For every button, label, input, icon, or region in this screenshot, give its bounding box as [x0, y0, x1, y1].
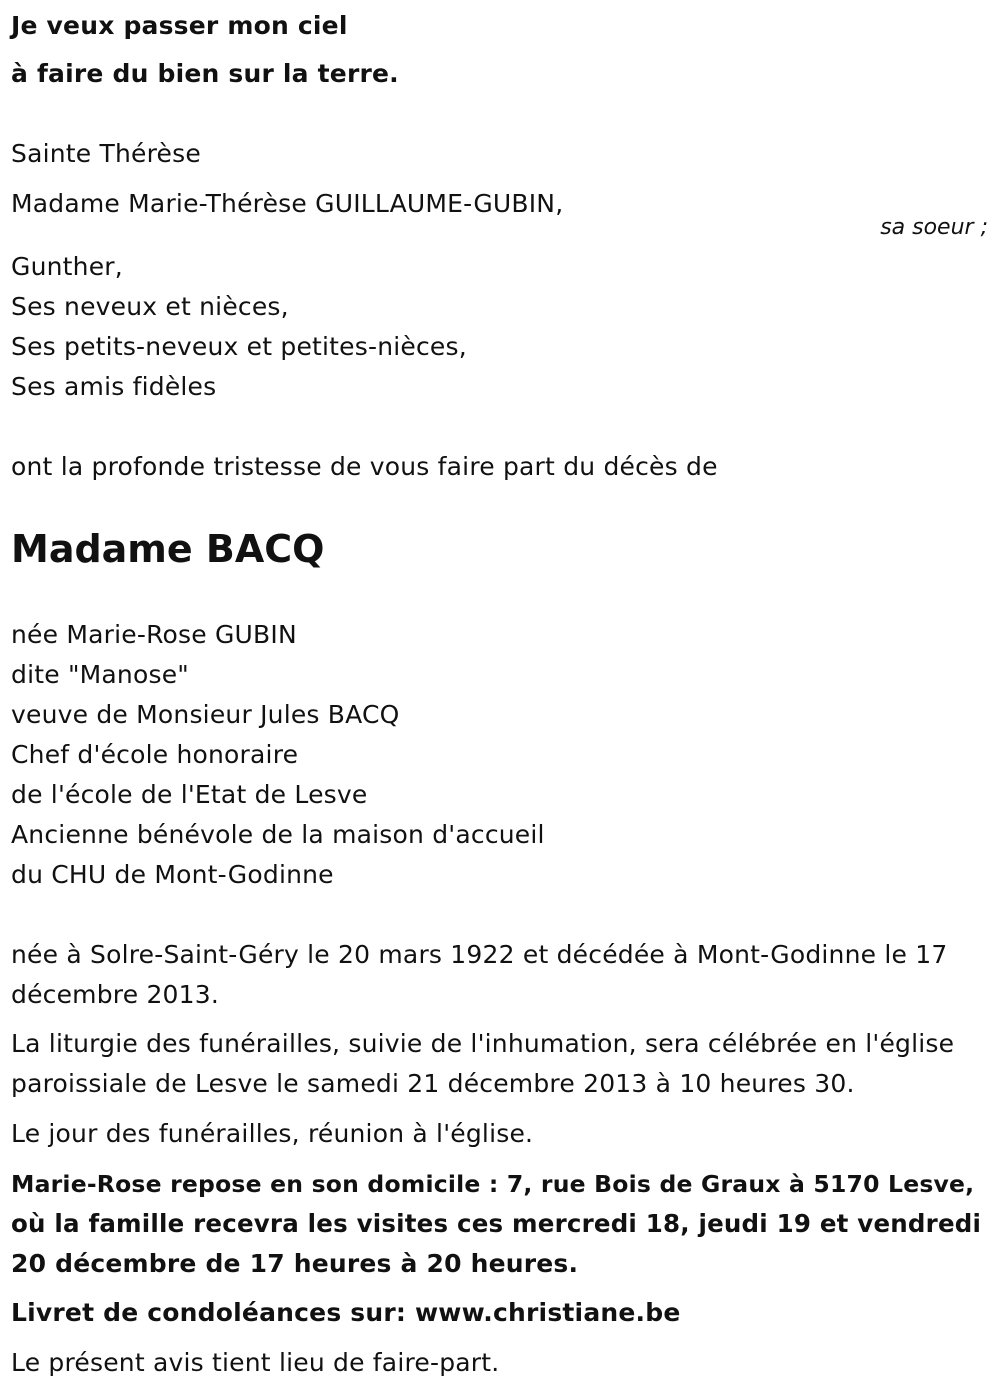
birth-death-line: née à Solre-Saint-Géry le 20 mars 1922 et décédée à Mont-Godinne le 17 [11, 940, 948, 969]
condolences-link[interactable]: Livret de condoléances sur: www.christiane.be [11, 1298, 681, 1327]
deceased-name: Madame BACQ [11, 527, 325, 571]
deceased-detail: veuve de Monsieur Jules BACQ [11, 700, 400, 729]
family-member: Ses neveux et nièces, [11, 292, 289, 321]
family-member: Ses amis fidèles [11, 372, 217, 401]
epigraph-attribution: Sainte Thérèse [11, 139, 201, 168]
liturgy-line: paroissiale de Lesve le samedi 21 décembre 2013 à 10 heures 30. [11, 1069, 855, 1098]
visitation-line: Marie-Rose repose en son domicile : 7, rue Bois de Graux à 5170 Lesve, [11, 1170, 975, 1198]
sister-relation: sa soeur ; [880, 215, 988, 240]
liturgy-line: La liturgie des funérailles, suivie de l'inhumation, sera célébrée en l'église [11, 1029, 955, 1058]
deceased-detail: de l'école de l'Etat de Lesve [11, 780, 368, 809]
deceased-detail: née Marie-Rose GUBIN [11, 620, 297, 649]
family-member: Ses petits-neveux et petites-nièces, [11, 332, 467, 361]
announcement-text: ont la profonde tristesse de vous faire part du décès de [11, 452, 718, 481]
deceased-detail: dite "Manose" [11, 660, 189, 689]
visitation-line: où la famille recevra les visites ces mercredi 18, jeudi 19 et vendredi [11, 1209, 982, 1238]
birth-death-line: décembre 2013. [11, 980, 220, 1009]
deceased-detail: Chef d'école honoraire [11, 740, 299, 769]
deceased-detail: Ancienne bénévole de la maison d'accueil [11, 820, 545, 849]
sister-name: Madame Marie-Thérèse GUILLAUME-GUBIN, [11, 189, 564, 218]
notice-text: Le présent avis tient lieu de faire-part. [11, 1348, 500, 1377]
deceased-detail: du CHU de Mont-Godinne [11, 860, 334, 889]
epigraph-line-1: Je veux passer mon ciel [11, 11, 348, 40]
reunion-text: Le jour des funérailles, réunion à l'église. [11, 1119, 534, 1148]
visitation-line: 20 décembre de 17 heures à 20 heures. [11, 1249, 579, 1278]
family-member: Gunther, [11, 252, 123, 281]
epigraph-line-2: à faire du bien sur la terre. [11, 59, 399, 88]
